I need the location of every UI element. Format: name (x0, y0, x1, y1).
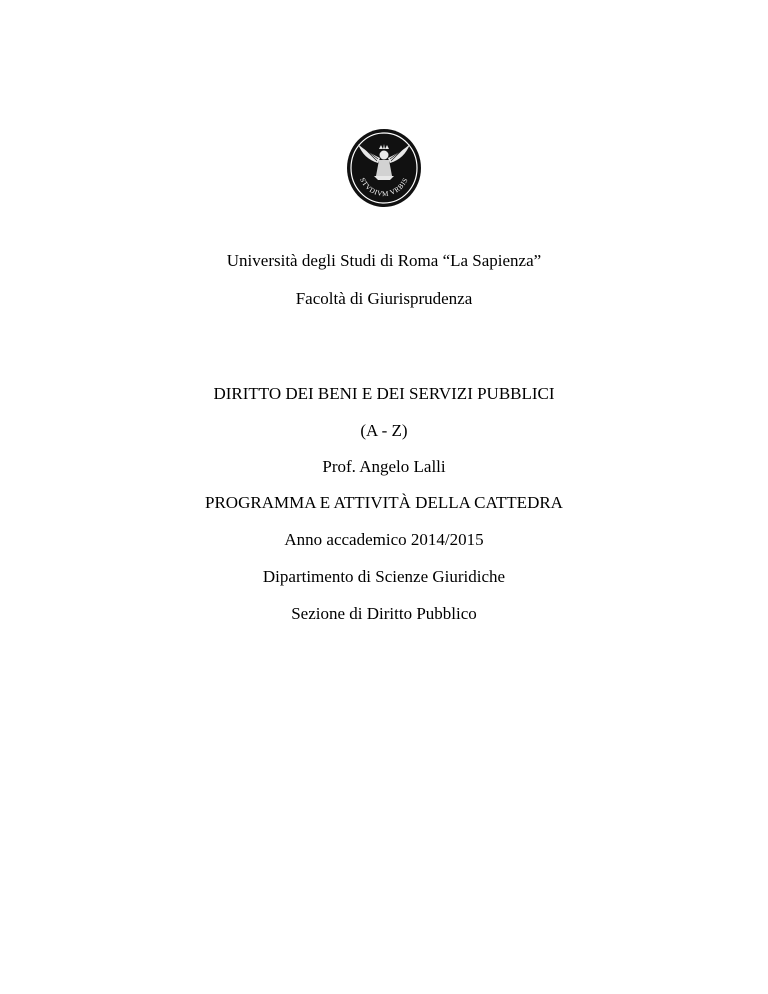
academic-year: Anno accademico 2014/2015 (284, 530, 484, 549)
course-title: DIRITTO DEI BENI E DEI SERVIZI PUBBLICI (213, 384, 555, 403)
university-seal-logo (346, 128, 422, 208)
seal-motto: STVDIVM VRBIS (358, 176, 410, 199)
program-title: PROGRAMMA E ATTIVITÀ DELLA CATTEDRA (205, 493, 563, 512)
university-name: Università degli Studi di Roma “La Sapienza” (226, 251, 542, 270)
professor-name: Prof. Angelo Lalli (322, 457, 446, 476)
course-range: (A - Z) (360, 421, 408, 440)
faculty-name: Facoltà di Giurisprudenza (295, 289, 473, 308)
department-name: Dipartimento di Scienze Giuridiche (262, 567, 506, 586)
section-name: Sezione di Diritto Pubblico (291, 604, 477, 623)
